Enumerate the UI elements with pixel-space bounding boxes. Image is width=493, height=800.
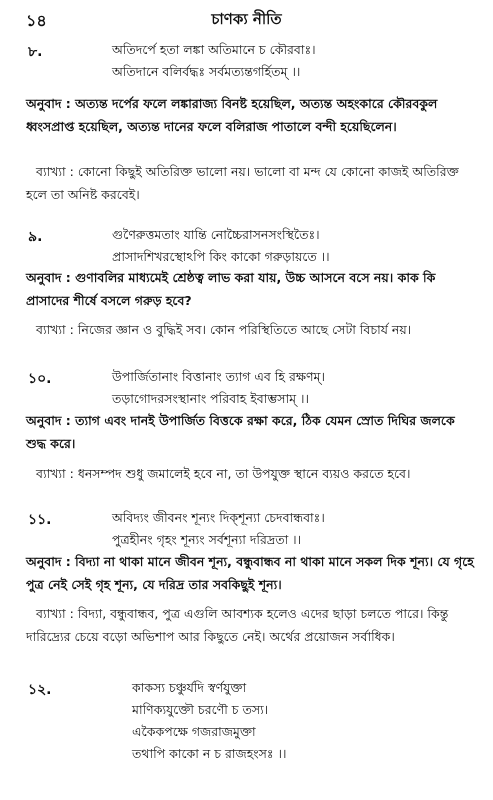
explanation: [26, 462, 474, 485]
verse-number: ৯.: [28, 229, 43, 245]
verse-number: ৮.: [28, 44, 43, 60]
sloka-line: মাণিক্যযুক্তৌ চরণৌ চ তস্য।: [132, 702, 269, 717]
explanation-text: কোনো কিছুই অতিরিক্ত ভালো নয়। ভালো বা মন্দ যে কোনো কাজই অতিরিক্ত হলে তা অনিষ্ট করবেই।: [26, 164, 459, 202]
sloka-line: কাকস্য চঞ্চুর্যদি স্বর্ণযুক্তা: [132, 680, 247, 695]
verse-number: ১০.: [28, 371, 52, 387]
sloka-line: উপার্জিতানাং বিত্তানাং ত্যাগ এব হি রক্ষণম্‌।: [112, 369, 325, 384]
sloka-line: গুণৈরুত্তমতাং যান্তি নোচ্চৈরাসনসংস্থিতৈঃ।: [112, 227, 320, 242]
translation-label: অনুবাদ :: [26, 554, 71, 569]
explanation-label: ব্যাখ্যা :: [36, 322, 74, 337]
sloka-line: অতিদর্পে হতা লঙ্কা অতিমানে চ কৌরবাঃ।: [112, 42, 316, 57]
translation-text: বিদ্যা না থাকা মানে জীবন শূন্য, বন্ধুবান্ধব না থাকা মানে সকল দিক শূন্য। যে গৃহে পুত্র নেই সেই গৃহ শূন্য, যে দরিদ্র তার সবকিছুই শূন্য।: [26, 554, 474, 592]
verse-number: ১২.: [28, 682, 52, 698]
translation-text: ত্যাগ এবং দানই উপার্জিত বিত্তকে রক্ষা করে, ঠিক যেমন স্রোত দিঘির জলকে শুদ্ধ করে।: [26, 413, 455, 451]
translation-label: অনুবাদ :: [26, 96, 71, 111]
explanation-text: ধনসম্পদ শুধু জমালেই হবে না, তা উপযুক্ত স্থানে ব্যয়ও করতে হবে।: [77, 466, 411, 481]
sloka-line: পুত্রহীনং গৃহং শূন্যং সর্বশূন্যা দরিদ্রতা ।।: [112, 532, 302, 547]
explanation-label: ব্যাখ্যা :: [36, 164, 74, 179]
explanation-text: নিজের জ্ঞান ও বুদ্ধিই সব। কোন পরিস্থিতিতে আছে সেটা বিচার্য নয়।: [77, 322, 412, 337]
translation-text: অত্যন্ত দর্পের ফলে লঙ্কারাজ্য বিনষ্ট হয়েছিল, অত্যন্ত অহংকারে কৌরবকুল ধ্বংসপ্রাপ্ত হয়েছিল, অত্যন্ত দানের ফলে বলিরাজ পাতালে বন্দী হয়েছিলেন।: [26, 96, 438, 134]
page-number: ১৪: [26, 11, 47, 30]
sloka-line: তথাপি কাকো ন চ রাজহংসঃ ।।: [132, 746, 287, 761]
sloka-line: অবিদ্যং জীবনং শূন্যং দিক্‌শূন্যা চেদবান্ধবাঃ।: [112, 510, 325, 525]
translation-label: অনুবাদ :: [26, 413, 71, 428]
page-title: চাণক্য নীতি: [211, 10, 282, 28]
translation: [26, 266, 474, 312]
translation-text: গুণাবলির মাধ্যমেই শ্রেষ্ঠত্ব লাভ করা যায়, উচ্চ আসনে বসে নয়। কাক কি প্রাসাদের শীর্ষে বসলে গরুড় হবে?: [26, 270, 436, 308]
verse-number: ১১.: [28, 512, 52, 528]
sloka-line: একৈকপক্ষে গজরাজমুক্তা: [132, 724, 256, 739]
sloka-line: তড়াগোদরসংস্থানাং পরিবাহ ইবাম্ভসাম্‌ ।।: [112, 391, 309, 406]
translation: [26, 409, 474, 455]
sloka-line: অতিদানে বলির্বদ্ধঃ সর্বমত্যন্তগর্হিতম্‌ ।।: [112, 64, 301, 79]
explanation: [26, 318, 474, 341]
translation-label: অনুবাদ :: [26, 270, 71, 285]
page-header: [0, 8, 493, 30]
explanation-label: ব্যাখ্যা :: [36, 466, 74, 481]
explanation: [26, 602, 474, 648]
sloka-line: প্রাসাদশিখরস্থোঽপি কিং কাকো গরুড়ায়তে ।।: [112, 249, 330, 264]
translation: [26, 92, 474, 138]
explanation-label: ব্যাখ্যা :: [36, 606, 74, 621]
explanation: [26, 160, 474, 206]
translation: [26, 550, 474, 596]
explanation-text: বিদ্যা, বন্ধুবান্ধব, পুত্র এগুলি আবশ্যক হলেও এদের ছাড়া চলতে পারে। কিন্তু দারিদ্র্যের চেয়ে বড়ো অভিশাপ আর কিছুতে নেই। অর্থের প্রয়োজন সর্বাধিক।: [26, 606, 449, 644]
